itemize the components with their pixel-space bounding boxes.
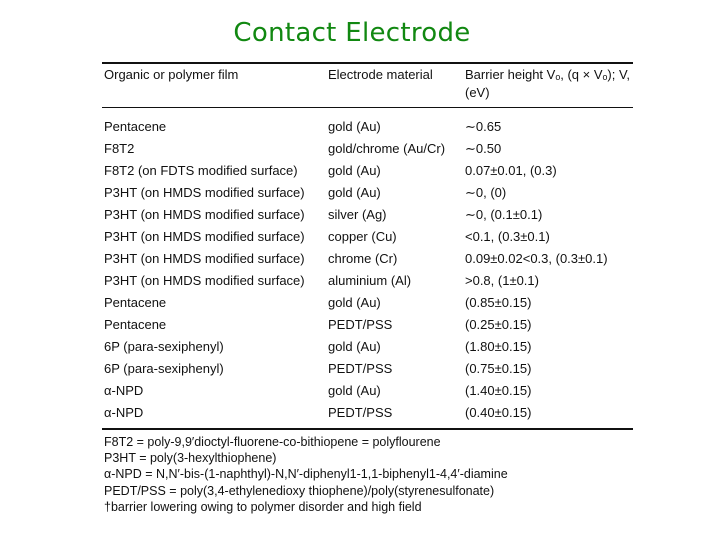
row-film: P3HT (on HMDS modified surface): [104, 185, 305, 200]
row-barrier: ∼0, (0.1±0.1): [465, 207, 543, 222]
row-barrier: ∼0.65: [465, 119, 502, 134]
row-barrier: 0.09±0.02<0.3, (0.3±0.1): [465, 251, 608, 266]
table-row: [104, 118, 632, 140]
row-film: 6P (para-sexiphenyl): [104, 339, 224, 354]
row-barrier: <0.1, (0.3±0.1): [465, 229, 550, 244]
row-electrode: PEDT/PSS: [328, 361, 393, 376]
table-footnotes: [104, 434, 508, 515]
row-barrier: ∼0, (0): [465, 185, 507, 200]
footnote: PEDT/PSS = poly(3,4-ethylenedioxy thiophene)/poly(styrenesulfonate): [104, 483, 495, 498]
table-row: [104, 294, 632, 316]
footnote: F8T2 = poly-9,9′dioctyl-fluorene-co-bithiopene = polyflourene: [104, 435, 441, 449]
table-header-rule: [102, 107, 633, 108]
row-barrier: >0.8, (1±0.1): [465, 273, 539, 288]
row-electrode: gold (Au): [328, 185, 381, 200]
row-film: α-NPD: [104, 383, 144, 398]
row-film: F8T2 (on FDTS modified surface): [104, 163, 298, 178]
row-film: P3HT (on HMDS modified surface): [104, 229, 305, 244]
table-row: [104, 360, 632, 382]
table-row: [104, 382, 632, 404]
row-electrode: gold (Au): [328, 295, 381, 310]
table-row: [104, 338, 632, 360]
table-row: [104, 206, 632, 228]
table-top-rule: [102, 62, 633, 64]
row-electrode: aluminium (Al): [328, 273, 412, 288]
row-electrode: gold (Au): [328, 119, 381, 134]
row-film: P3HT (on HMDS modified surface): [104, 251, 305, 266]
row-barrier: (1.80±0.15): [465, 339, 532, 354]
row-film: Pentacene: [104, 317, 167, 332]
footnote: α-NPD = N,N′-bis-(1-naphthyl)-N,N′-diphenyl1-1,1-biphenyl1-4,4′-diamine: [104, 467, 508, 482]
row-barrier: (1.40±0.15): [465, 383, 532, 398]
row-electrode: gold (Au): [328, 339, 381, 354]
row-electrode: copper (Cu): [328, 229, 397, 244]
table-row: [104, 250, 632, 272]
row-electrode: gold/chrome (Au/Cr): [328, 141, 446, 156]
row-film: P3HT (on HMDS modified surface): [104, 273, 305, 288]
table-row: [104, 184, 632, 206]
header-barrier: Barrier height Vₒ, (q × Vₒ); V, (eV): [465, 67, 631, 100]
row-film: α-NPD: [104, 405, 144, 420]
table-body: [104, 118, 632, 426]
table-row: [104, 272, 632, 294]
row-barrier: (0.40±0.15): [465, 405, 532, 420]
row-film: P3HT (on HMDS modified surface): [104, 207, 305, 222]
row-electrode: gold (Au): [328, 163, 381, 178]
row-barrier: ∼0.50: [465, 141, 502, 156]
slide-title: Contact Electrode: [233, 18, 471, 48]
header-film: Organic or polymer film: [104, 67, 239, 82]
footnote: †barrier lowering owing to polymer disorder and high field: [104, 499, 422, 514]
row-electrode: silver (Ag): [328, 207, 387, 222]
table-bottom-rule: [102, 428, 633, 430]
row-barrier: (0.75±0.15): [465, 361, 532, 376]
table-row: [104, 404, 632, 426]
table-row: [104, 140, 632, 162]
header-electrode: Electrode material: [328, 67, 433, 82]
row-electrode: PEDT/PSS: [328, 405, 393, 420]
table-row: [104, 316, 632, 338]
row-barrier: (0.25±0.15): [465, 317, 532, 332]
row-film: Pentacene: [104, 295, 167, 310]
table-row: [104, 228, 632, 250]
footnote: P3HT = poly(3-hexylthiophene): [104, 451, 277, 466]
row-barrier: (0.85±0.15): [465, 295, 532, 310]
row-film: 6P (para-sexiphenyl): [104, 361, 224, 376]
row-film: Pentacene: [104, 119, 167, 134]
table-row: [104, 162, 632, 184]
row-electrode: gold (Au): [328, 383, 381, 398]
row-barrier: 0.07±0.01, (0.3): [465, 163, 557, 178]
row-film: F8T2: [104, 141, 135, 156]
row-electrode: chrome (Cr): [328, 251, 398, 266]
row-electrode: PEDT/PSS: [328, 317, 393, 332]
